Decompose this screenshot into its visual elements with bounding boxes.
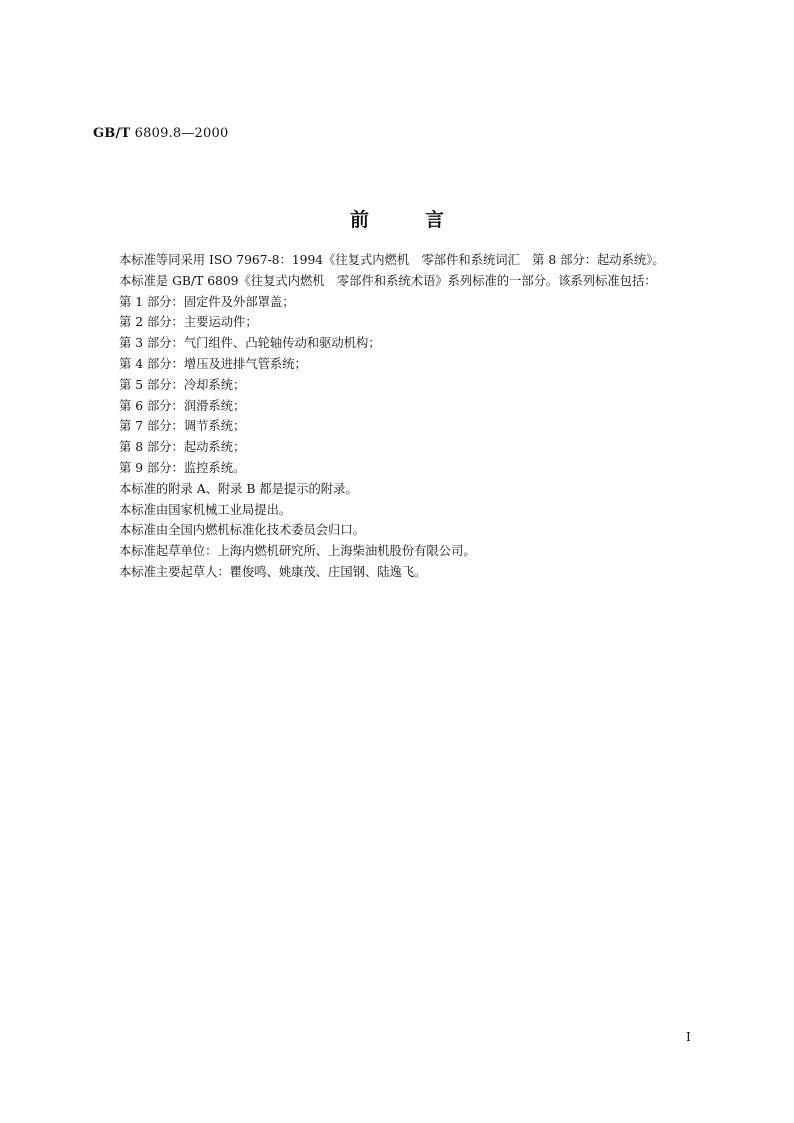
paragraph: 本标准由国家机械工业局提出。 [119, 502, 292, 517]
list-item: 第 5 部分：冷却系统； [119, 377, 246, 392]
paragraph: 本标准由全国内燃机标准化技术委员会归口。 [119, 523, 365, 538]
paragraph: 本标准主要起草人：瞿俊鸣、姚康茂、庄国钢、陆逸飞。 [119, 564, 427, 579]
standard-code [93, 126, 228, 141]
list-item: 第 8 部分：起动系统； [119, 440, 246, 455]
paragraph: 本标准等同采用 ISO 7967-8：1994《往复式内燃机 零部件和系统词汇 第 8 部分：起动系统》。 [119, 253, 665, 267]
list-item: 第 9 部分：监控系统。 [119, 460, 246, 475]
foreword-body [119, 250, 719, 583]
list-item: 第 4 部分：增压及进排气管系统； [119, 356, 307, 371]
page-title-char-1: 前 [349, 209, 369, 231]
paragraph: 本标准起草单位：上海内燃机研究所、上海柴油机股份有限公司。 [119, 544, 476, 559]
list-item: 第 6 部分：润滑系统； [119, 398, 246, 413]
standard-code-prefix: GB/T [93, 126, 131, 141]
page-title-char-2: 言 [425, 209, 445, 231]
list-item: 第 7 部分：调节系统； [119, 419, 246, 434]
list-item: 第 1 部分：固定件及外部罩盖； [119, 294, 295, 309]
list-item: 第 3 部分：气门组件、凸轮轴传动和驱动机构； [119, 336, 381, 351]
page-number: I [686, 1030, 691, 1044]
page-title [0, 205, 794, 232]
paragraph: 本标准是 GB/T 6809《往复式内燃机 零部件和系统术语》系列标准的一部分。该系列标准包括： [119, 273, 657, 288]
list-item: 第 2 部分：主要运动件； [119, 315, 258, 330]
standard-code-number: 6809.8—2000 [134, 126, 229, 141]
paragraph: 本标准的附录 A、附录 B 都是提示的附录。 [119, 481, 358, 496]
